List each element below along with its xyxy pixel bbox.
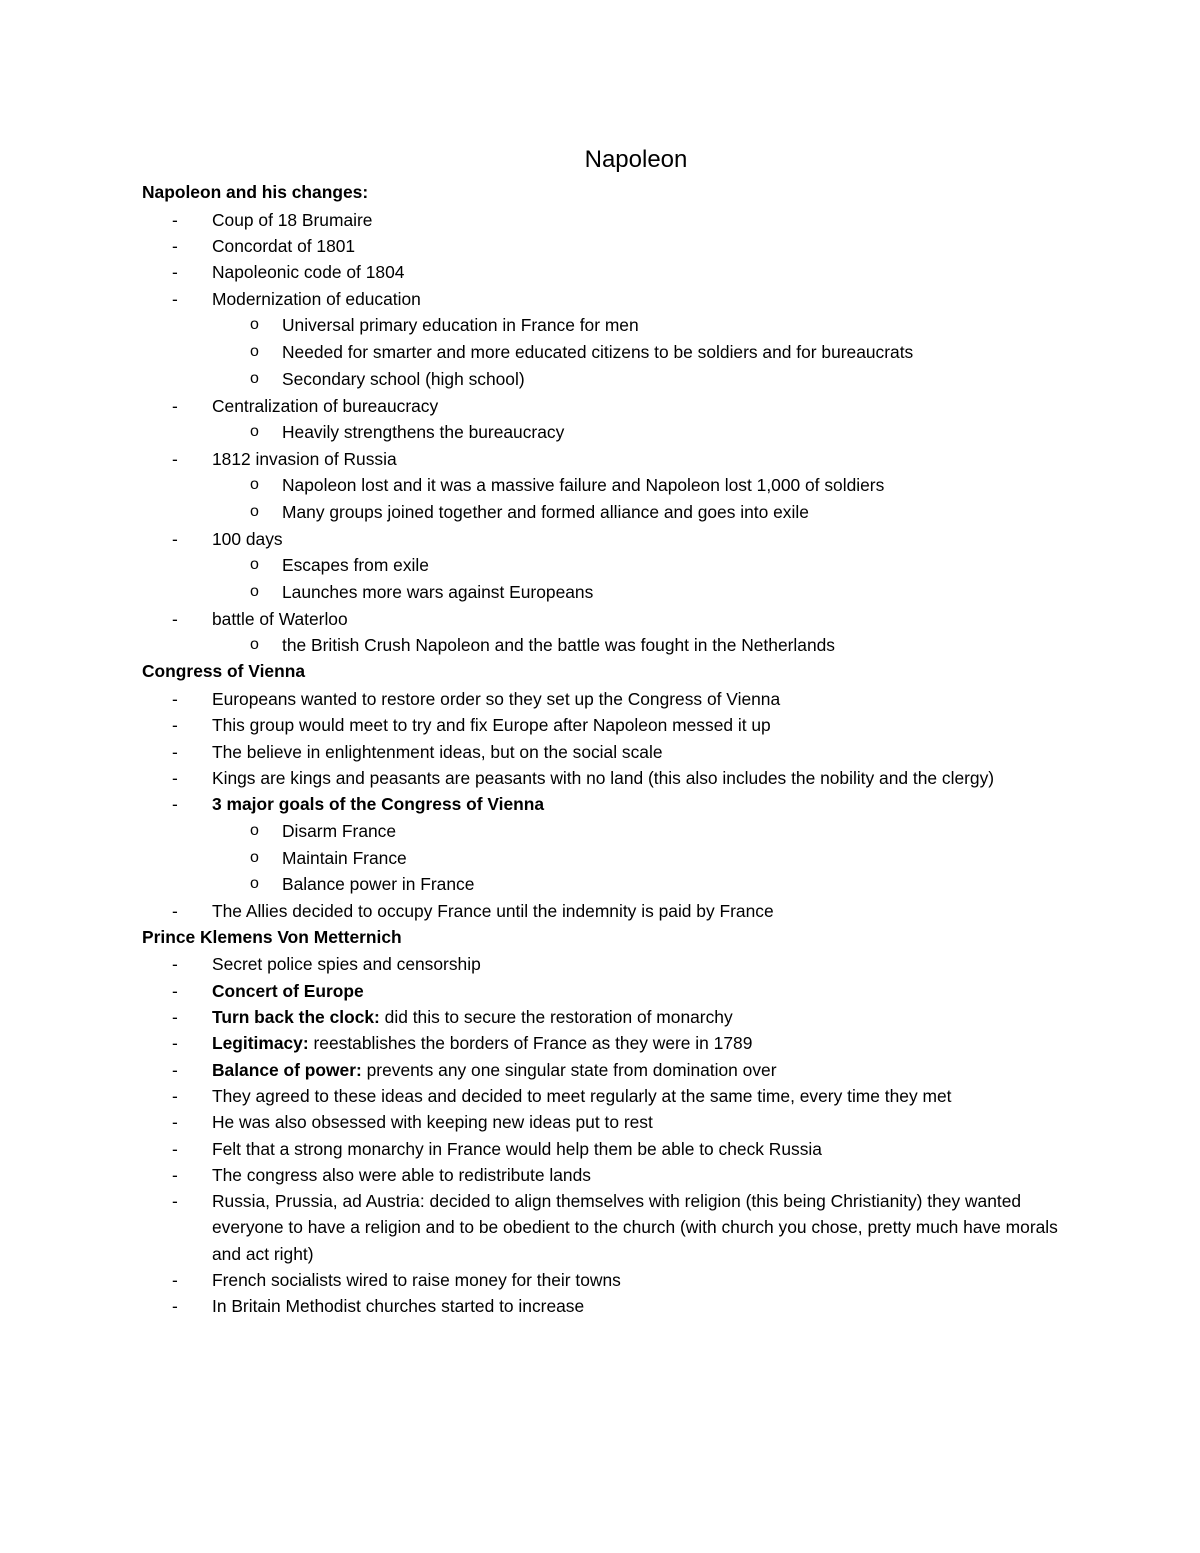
bullet-text: He was also obsessed with keeping new ideas put to rest	[212, 1112, 653, 1133]
dash-bullet-icon: -	[172, 1269, 178, 1290]
dash-bullet-icon: -	[172, 794, 178, 815]
sub-bullet-item	[142, 845, 1072, 872]
section-heading: Prince Klemens Von Metternich	[142, 926, 402, 947]
bullet-text: Centralization of bureaucracy	[212, 395, 439, 416]
bullet-text: Napoleonic code of 1804	[212, 262, 405, 283]
bullet-item	[142, 233, 1072, 259]
dash-bullet-icon: -	[172, 954, 178, 975]
bullet-item	[142, 898, 1072, 924]
sub-bullet-text: Disarm France	[282, 820, 397, 841]
sub-bullet-item	[142, 472, 1072, 499]
circle-bullet-icon: o	[250, 315, 259, 333]
bullet-item	[142, 1188, 1072, 1267]
dash-bullet-icon: -	[172, 1085, 178, 1106]
dash-bullet-icon: -	[172, 1033, 178, 1054]
circle-bullet-icon: o	[250, 476, 259, 494]
bullet-bold-text: Concert of Europe	[212, 980, 364, 1001]
bullet-item	[142, 207, 1072, 233]
bullet-text: did this to secure the restoration of monarchy	[379, 1007, 733, 1028]
sub-bullet-text: Heavily strengthens the bureaucracy	[282, 422, 565, 442]
bullet-item	[142, 606, 1072, 632]
bullet-text: French socialists wired to raise money for their towns	[212, 1269, 621, 1290]
circle-bullet-icon: o	[250, 875, 259, 893]
bullet-item	[142, 791, 1072, 817]
bullet-text: Felt that a strong monarchy in France would help them be able to check Russia	[212, 1138, 822, 1159]
bullet-bold-text: Balance of power:	[212, 1059, 362, 1080]
bullet-item	[142, 1030, 1072, 1056]
dash-bullet-icon: -	[172, 609, 178, 630]
bullet-text: battle of Waterloo	[212, 609, 348, 630]
dash-bullet-icon: -	[172, 1191, 178, 1212]
sub-bullet-text: Universal primary education in France for men	[282, 314, 639, 335]
section-heading: Napoleon and his changes:	[142, 182, 369, 202]
dash-bullet-icon: -	[172, 768, 178, 789]
bullet-item	[142, 1083, 1072, 1109]
circle-bullet-icon: o	[250, 583, 259, 601]
bullet-item	[142, 1109, 1072, 1135]
sub-bullet-item	[142, 579, 1072, 606]
dash-bullet-icon: -	[172, 236, 178, 257]
dash-bullet-icon: -	[172, 741, 178, 762]
sub-bullet-item	[142, 632, 1072, 659]
dash-bullet-icon: -	[172, 715, 178, 736]
sub-bullet-item	[142, 366, 1072, 393]
dash-bullet-icon: -	[172, 1296, 178, 1317]
bullet-item	[142, 393, 1072, 419]
circle-bullet-icon: o	[250, 423, 259, 440]
bullet-text: Coup of 18 Brumaire	[212, 209, 373, 230]
bullet-text: They agreed to these ideas and decided to meet regularly at the same time, every time they met	[212, 1085, 952, 1106]
bullet-item	[142, 1267, 1072, 1293]
bullet-item	[142, 712, 1072, 738]
sub-bullet-item	[142, 312, 1072, 339]
circle-bullet-icon: o	[250, 636, 259, 654]
sub-bullet-text: Secondary school (high school)	[282, 368, 525, 389]
bullet-item	[142, 1057, 1072, 1083]
dash-bullet-icon: -	[172, 1138, 178, 1159]
dash-bullet-icon: -	[172, 209, 178, 230]
sub-bullet-item	[142, 499, 1072, 526]
bullet-text: 1812 invasion of Russia	[212, 448, 397, 469]
dash-bullet-icon: -	[172, 980, 178, 1001]
document-title: Napoleon	[584, 146, 688, 173]
dash-bullet-icon: -	[172, 901, 178, 922]
dash-bullet-icon: -	[172, 529, 178, 550]
bullet-item	[142, 1004, 1072, 1030]
bullet-text: Concordat of 1801	[212, 236, 356, 257]
sub-bullet-text: Needed for smarter and more educated citizens to be soldiers and for bureaucrats	[282, 341, 914, 362]
bullet-text: Europeans wanted to restore order so they set up the Congress of Vienna	[212, 689, 781, 710]
bullet-bold-text: Legitimacy:	[212, 1033, 309, 1054]
sub-bullet-text: Napoleon lost and it was a massive failure and Napoleon lost 1,000 of soldiers	[282, 475, 885, 496]
dash-bullet-icon: -	[172, 1059, 178, 1080]
bullet-bold-text: 3 major goals of the Congress of Vienna	[212, 794, 545, 815]
bullet-text: Russia, Prussia, ad Austria: decided to align themselves with religion (this being Christianity) they wanted everyone to have a religion and to be obedient to the church (with church you chose, pretty much have morals and act right)	[212, 1191, 1058, 1264]
bullet-item	[142, 446, 1072, 472]
circle-bullet-icon: o	[250, 556, 259, 574]
sub-bullet-text: Balance power in France	[282, 874, 475, 895]
bullet-item	[142, 978, 1072, 1004]
bullet-item	[142, 1136, 1072, 1162]
circle-bullet-icon: o	[250, 369, 259, 387]
bullet-item	[142, 1293, 1072, 1319]
dash-bullet-icon: -	[172, 689, 178, 710]
sub-bullet-text: Escapes from exile	[282, 555, 429, 576]
dash-bullet-icon: -	[172, 395, 178, 416]
bullet-item	[142, 259, 1072, 285]
bullet-item	[142, 739, 1072, 765]
bullet-text: Kings are kings and peasants are peasants with no land (this also includes the nobility and the clergy)	[212, 768, 995, 789]
sub-bullet-item	[142, 552, 1072, 579]
bullet-text: Secret police spies and censorship	[212, 954, 481, 975]
bullet-item	[142, 526, 1072, 552]
dash-bullet-icon: -	[172, 1112, 178, 1133]
circle-bullet-icon: o	[250, 848, 259, 866]
bullet-item	[142, 686, 1072, 712]
bullet-text: 100 days	[212, 529, 283, 550]
bullet-text: The Allies decided to occupy France until the indemnity is paid by France	[212, 901, 774, 922]
section-heading: Congress of Vienna	[142, 661, 305, 682]
bullet-text: Modernization of education	[212, 288, 421, 309]
sub-bullet-item	[142, 871, 1072, 898]
circle-bullet-icon: o	[250, 342, 259, 360]
bullet-item	[142, 765, 1072, 791]
sub-bullet-item	[142, 339, 1072, 366]
circle-bullet-icon: o	[250, 503, 259, 521]
bullet-bold-text: Turn back the clock:	[212, 1007, 380, 1028]
sub-bullet-text: Maintain France	[282, 847, 407, 868]
bullet-text: This group would meet to try and fix Europe after Napoleon messed it up	[212, 715, 771, 736]
dash-bullet-icon: -	[172, 1007, 178, 1028]
sub-bullet-item	[142, 818, 1072, 845]
document-body	[142, 180, 1072, 1320]
sub-bullet-text: Launches more wars against Europeans	[282, 582, 594, 603]
sub-bullet-text: Many groups joined together and formed alliance and goes into exile	[282, 502, 809, 523]
bullet-item	[142, 286, 1072, 312]
dash-bullet-icon: -	[172, 1164, 178, 1185]
sub-bullet-item	[142, 419, 1072, 446]
dash-bullet-icon: -	[172, 262, 178, 283]
bullet-text: reestablishes the borders of France as they were in 1789	[308, 1033, 753, 1054]
circle-bullet-icon: o	[250, 821, 259, 839]
dash-bullet-icon: -	[172, 288, 178, 309]
bullet-text: prevents any one singular state from domination over	[361, 1059, 777, 1080]
bullet-text: The congress also were able to redistribute lands	[212, 1164, 591, 1185]
bullet-text: In Britain Methodist churches started to increase	[212, 1296, 585, 1317]
sub-bullet-text: the British Crush Napoleon and the battle was fought in the Netherlands	[282, 635, 835, 656]
bullet-item	[142, 951, 1072, 977]
bullet-item	[142, 1162, 1072, 1188]
dash-bullet-icon: -	[172, 448, 178, 469]
bullet-text: The believe in enlightenment ideas, but on the social scale	[212, 741, 663, 762]
